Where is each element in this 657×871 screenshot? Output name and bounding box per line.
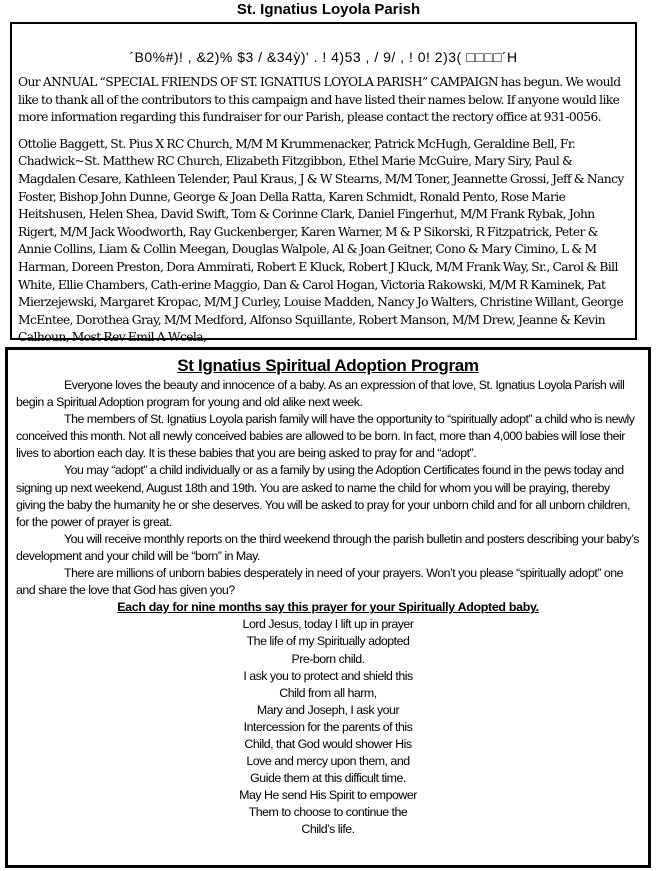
- prayer-line: May He send His Spirit to empower: [239, 788, 417, 803]
- prayer-line: Intercession for the parents of this: [243, 719, 413, 734]
- prayer-line: Child’s life.: [301, 822, 355, 837]
- prayer-line: Lord Jesus, today I lift up in prayer: [242, 617, 414, 632]
- section-heading-garbled: ´B0%#)! , &2)% $3 / &34ỳ)' . ! 4)53 , / 9/ , ! 0! 2)3( □□□□´H: [129, 49, 518, 65]
- prayer-line: The life of my Spiritually adopted: [246, 634, 410, 649]
- prayer-line: Child, that God would shower His: [244, 736, 412, 751]
- contributor-names: Ottolie Baggett, St. Pius X RC Church, M/M M Krummenacker, Patrick McHugh, Geraldine Bell, Fr. Chadwick~St. Matthew RC Church, Elizabeth Fitzgibbon, Ethel Marie McGuire, Mary Siry, Paul & Magdalen Cesare, Kathleen Telender, Paul Kraus, J & W Stearns, M/M Toner, Jeannette Grossi, Jeff & Nancy Foster, Bishop John Dunne, George & Joan Della Ratta, Karen Schmidt, Ronald Pento, Rose Marie Heitshusen, Helen Shea, David Swift, Tom & Corinne Clark, Daniel Fingerhut, M/M Frank Rybak, John Rigert, M/M Jack Woodworth, Ray Guckenberger, Karen Warner, M & P Sikorski, R Fitzpatrick, Peter & Annie Collins, Liam & Collin Meegan, Douglas Walpole, Al & Joan Geitner, Cono & Mary Cimino, L & M Harman, Doreen Preston, Dora Ammirati, Robert E Kluck, Robert J Kluck, M/M Frank Way, Sr., Carol & Bill White, Ellie Chambers, Cath-erine Maggio, Dan & Carol Hogan, Victoria Rakowski, M/M R Kaminek, Pat Mierzejewski, Margaret Kropac, M/M J Curley, Louise Madden, Nancy Jo Walters, Christine Willant, George McEntee, Dorothea Gray, M/M Medford, Alfonso Squillante, Robert Manson, M/M Drew, Jeanne & Kevin Calhoun, Most Rev Emil A Wcela,: [18, 136, 624, 345]
- special-friends-section: [10, 22, 637, 345]
- paragraph: You may “adopt” a child individually or as a family by using the Adoption Certificates found in the pews today and signing up next weekend, August 18th and 19th. You are asked to name the child for whom you will be praying, thereby giving the baby the humanity he or she deserves. You will be asked to pray for your unborn child and for all unborn children, for the power of prayer is great.: [16, 463, 630, 529]
- campaign-intro: Our ANNUAL “SPECIAL FRIENDS OF ST. IGNATIUS LOYOLA PARISH” CAMPAIGN has begun. We would like to thank all of the contributors to this campaign and have listed their names below. If anyone would like more information regarding this fundraiser for our Parish, please contact the rectory office at 931-0056.: [18, 75, 621, 125]
- prayer: [16, 616, 640, 838]
- paragraph: Everyone loves the beauty and innocence of a baby. As an expression of that love, St. Ignatius Loyola Parish will begin a Spiritual Adoption program for young and old alike next week.: [16, 378, 625, 410]
- paragraph: You will receive monthly reports on the third weekend through the parish bulletin and posters describing your baby’s development and your child will be “born” in May.: [16, 531, 639, 563]
- section-title: St Ignatius Spiritual Adoption Program: [177, 356, 479, 375]
- prayer-line: Mary and Joseph, I ask your: [256, 702, 400, 717]
- spiritual-adoption-section: [5, 347, 651, 868]
- paragraph: There are millions of unborn babies desperately in need of your prayers. Won’t you please “spiritually adopt” one and share the love that God has given you?: [16, 566, 624, 598]
- prayer-line: I ask you to protect and shield this: [243, 668, 413, 683]
- prayer-line: Child from all harm,: [279, 685, 377, 700]
- prayer-heading: Each day for nine months say this prayer for your Spiritually Adopted baby.: [117, 600, 539, 615]
- prayer-line: Pre-born child.: [291, 651, 365, 666]
- prayer-line: Them to choose to continue the: [248, 805, 408, 820]
- prayer-line: Guide them at this difficult time.: [250, 771, 406, 786]
- prayer-line: Love and mercy upon them, and: [246, 754, 410, 769]
- paragraph: The members of St. Ignatius Loyola parish family will have the opportunity to “spiritually adopt” a child who is newly conceived this month. Not all newly conceived babies are allowed to be born. In fact, more than 4,000 babies will lose their lives to abortion each day. It is these babies that you are being asked to pray for and “adopt”.: [16, 412, 635, 461]
- page-title: St. Ignatius Loyola Parish: [236, 1, 421, 18]
